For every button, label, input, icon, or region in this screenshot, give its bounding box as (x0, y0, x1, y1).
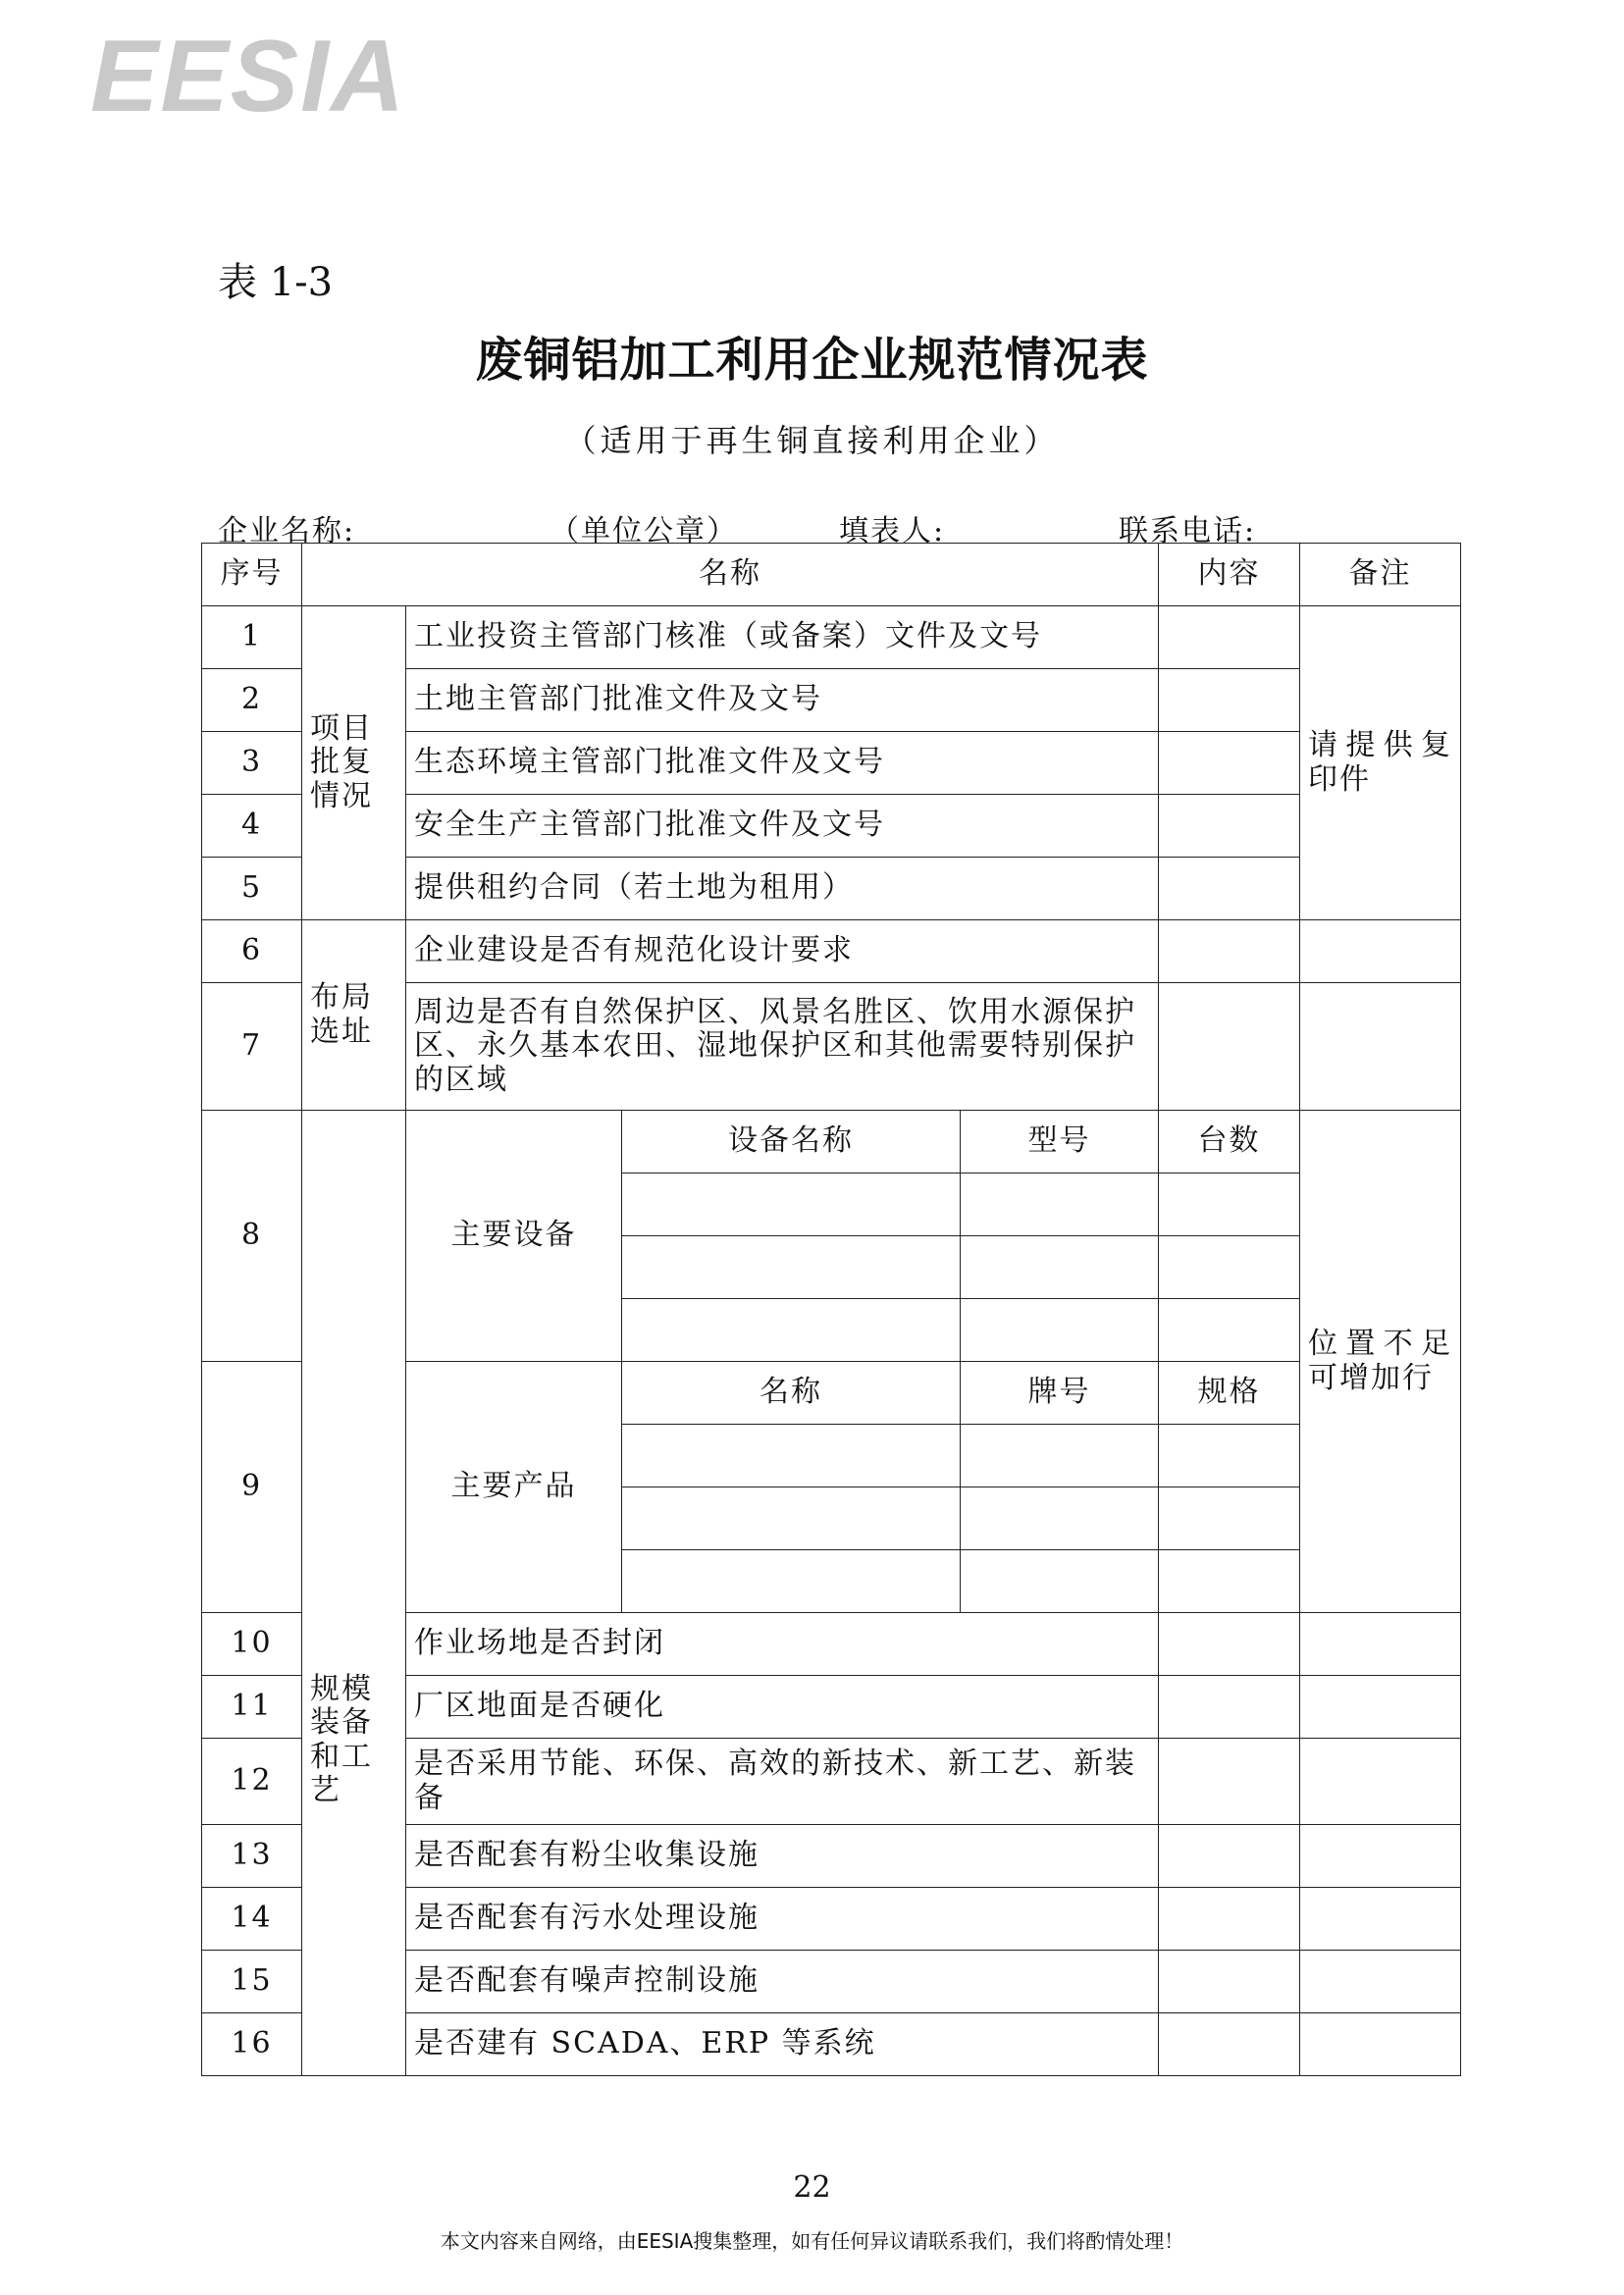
product-spec-header: 规格 (1159, 1362, 1300, 1425)
header-content: 内容 (1159, 544, 1300, 606)
row-item: 是否配套有粉尘收集设施 (406, 1825, 1159, 1888)
row-number: 15 (202, 1951, 302, 2013)
input-cell[interactable] (1159, 1236, 1300, 1299)
input-cell[interactable] (1159, 1487, 1300, 1550)
row-number: 8 (202, 1111, 302, 1362)
row-item: 工业投资主管部门核准（或备案）文件及文号 (406, 606, 1159, 669)
compliance-table (201, 543, 1461, 2076)
input-cell[interactable] (961, 1550, 1159, 1613)
content-cell[interactable] (1159, 1739, 1300, 1825)
table-row (202, 606, 1461, 669)
row-number: 10 (202, 1613, 302, 1676)
content-cell[interactable] (1159, 2013, 1300, 2076)
input-cell[interactable] (622, 1174, 961, 1236)
row-number: 3 (202, 732, 302, 795)
input-cell[interactable] (1159, 1299, 1300, 1362)
input-cell[interactable] (622, 1487, 961, 1550)
header-name: 名称 (302, 544, 1159, 606)
group-scale-equipment-process: 规模装备和工艺 (302, 1111, 406, 2076)
row-number: 7 (202, 983, 302, 1111)
row-number: 6 (202, 920, 302, 983)
page-number: 22 (793, 2170, 831, 2205)
content-cell[interactable] (1159, 858, 1300, 920)
row-number: 16 (202, 2013, 302, 2076)
remark-provide-copy: 请提供复印件 (1300, 606, 1461, 920)
row-number: 4 (202, 795, 302, 858)
remark-cell[interactable] (1300, 1951, 1461, 2013)
page-title: 废铜铝加工利用企业规范情况表 (475, 333, 1149, 388)
input-cell[interactable] (1159, 1174, 1300, 1236)
remark-cell[interactable] (1300, 983, 1461, 1111)
content-cell[interactable] (1159, 1888, 1300, 1951)
row-number: 5 (202, 858, 302, 920)
remark-cell[interactable] (1300, 1676, 1461, 1739)
row-number: 11 (202, 1676, 302, 1739)
content-cell[interactable] (1159, 732, 1300, 795)
input-cell[interactable] (622, 1550, 961, 1613)
content-cell[interactable] (1159, 1676, 1300, 1739)
row-number: 9 (202, 1362, 302, 1613)
remark-cell[interactable] (1300, 1739, 1461, 1825)
input-cell[interactable] (961, 1299, 1159, 1362)
table-label: 表 1-3 (218, 260, 334, 305)
input-cell[interactable] (961, 1487, 1159, 1550)
footer-disclaimer: 本文内容来自网络，由EESIA搜集整理，如有任何异议请联系我们，我们将酌情处理！ (440, 2229, 1184, 2253)
row-item: 厂区地面是否硬化 (406, 1676, 1159, 1739)
equipment-count-header: 台数 (1159, 1111, 1300, 1174)
row-item: 生态环境主管部门批准文件及文号 (406, 732, 1159, 795)
content-cell[interactable] (1159, 920, 1300, 983)
content-cell[interactable] (1159, 606, 1300, 669)
equipment-model-header: 型号 (961, 1111, 1159, 1174)
company-name-label: 企业名称: (218, 514, 356, 548)
header-row (202, 544, 1461, 606)
page-subtitle: （适用于再生铜直接利用企业） (564, 422, 1060, 459)
phone-label: 联系电话: (1119, 514, 1257, 548)
remark-cell[interactable] (1300, 1613, 1461, 1676)
table-row (202, 1111, 1461, 1174)
input-cell[interactable] (1159, 1550, 1300, 1613)
header-remark: 备注 (1300, 544, 1461, 606)
content-cell[interactable] (1159, 983, 1300, 1111)
product-name-header: 名称 (622, 1362, 961, 1425)
row-item: 企业建设是否有规范化设计要求 (406, 920, 1159, 983)
content-cell[interactable] (1159, 1951, 1300, 2013)
seal-label: （单位公章） (550, 514, 738, 548)
row-item: 周边是否有自然保护区、风景名胜区、饮用水源保护区、永久基本农田、湿地保护区和其他需要特别保护的区域 (406, 983, 1159, 1111)
remark-cell[interactable] (1300, 920, 1461, 983)
header-seq: 序号 (202, 544, 302, 606)
row-number: 13 (202, 1825, 302, 1888)
group-project-approval: 项目批复情况 (302, 606, 406, 920)
remark-cell[interactable] (1300, 2013, 1461, 2076)
remark-add-rows: 位置不足可增加行 (1300, 1111, 1461, 1613)
row-item: 是否建有 SCADA、ERP 等系统 (406, 2013, 1159, 2076)
content-cell[interactable] (1159, 1613, 1300, 1676)
remark-cell[interactable] (1300, 1888, 1461, 1951)
eesia-logo: EESIA (90, 20, 407, 133)
input-cell[interactable] (1159, 1425, 1300, 1487)
input-cell[interactable] (961, 1425, 1159, 1487)
remark-cell[interactable] (1300, 1825, 1461, 1888)
row-number: 12 (202, 1739, 302, 1825)
row-item: 是否采用节能、环保、高效的新技术、新工艺、新装备 (406, 1739, 1159, 1825)
input-cell[interactable] (961, 1236, 1159, 1299)
row-item: 作业场地是否封闭 (406, 1613, 1159, 1676)
main-products-label: 主要产品 (406, 1362, 622, 1613)
equipment-name-header: 设备名称 (622, 1111, 961, 1174)
row-number: 1 (202, 606, 302, 669)
product-grade-header: 牌号 (961, 1362, 1159, 1425)
row-item: 是否配套有污水处理设施 (406, 1888, 1159, 1951)
main-equipment-label: 主要设备 (406, 1111, 622, 1362)
input-cell[interactable] (961, 1174, 1159, 1236)
row-number: 2 (202, 669, 302, 732)
row-item: 提供租约合同（若土地为租用） (406, 858, 1159, 920)
group-layout-siting: 布局选址 (302, 920, 406, 1111)
input-cell[interactable] (622, 1425, 961, 1487)
input-cell[interactable] (622, 1236, 961, 1299)
content-cell[interactable] (1159, 669, 1300, 732)
input-cell[interactable] (622, 1299, 961, 1362)
content-cell[interactable] (1159, 1825, 1300, 1888)
content-cell[interactable] (1159, 795, 1300, 858)
row-item: 土地主管部门批准文件及文号 (406, 669, 1159, 732)
table-row (202, 920, 1461, 983)
row-item: 安全生产主管部门批准文件及文号 (406, 795, 1159, 858)
filler-label: 填表人: (839, 514, 946, 548)
row-number: 14 (202, 1888, 302, 1951)
row-item: 是否配套有噪声控制设施 (406, 1951, 1159, 2013)
